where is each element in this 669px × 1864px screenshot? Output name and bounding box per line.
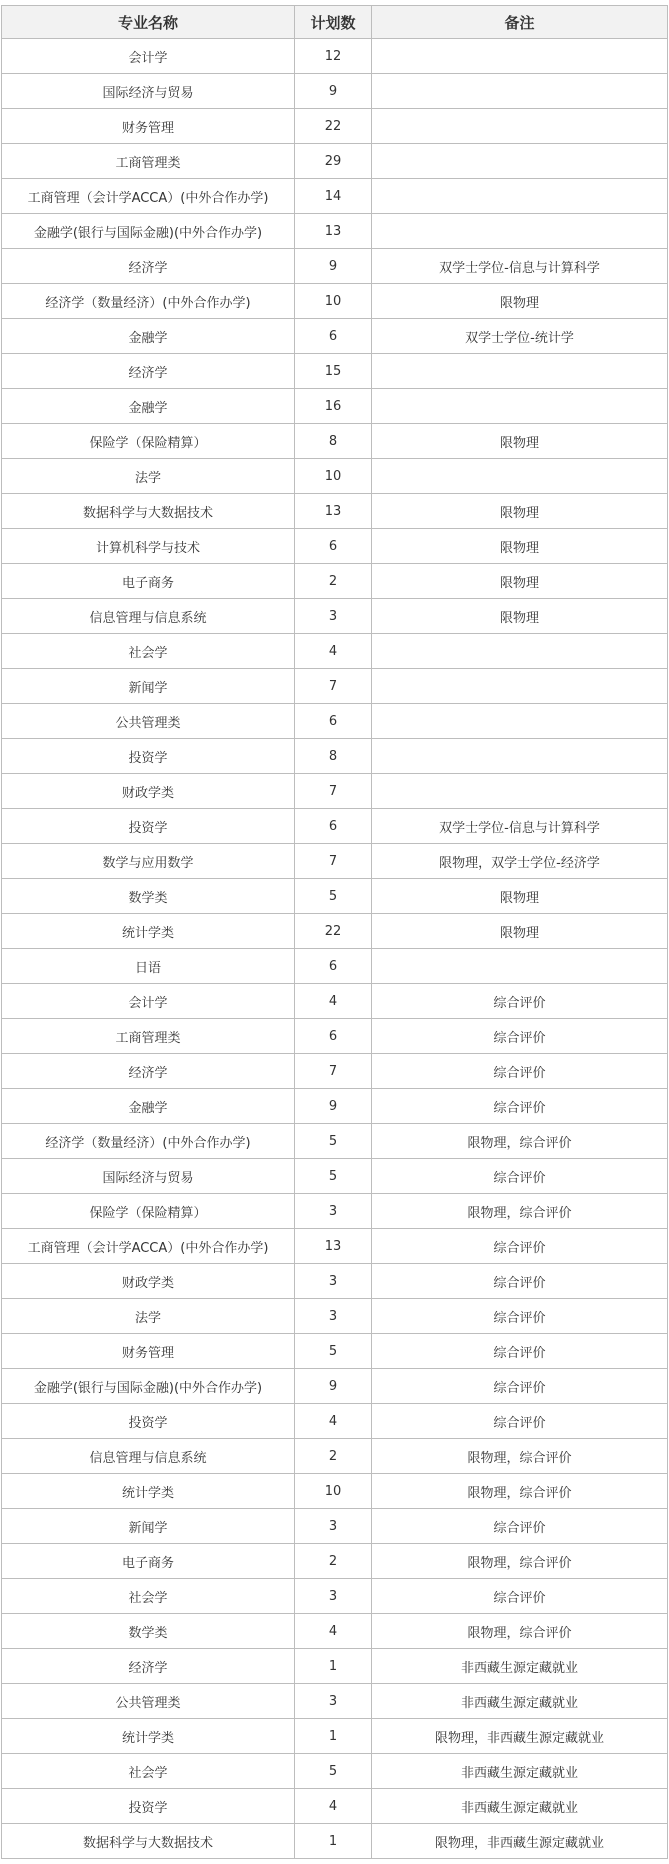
cell-remark: 限物理 <box>372 424 668 459</box>
table-row <box>2 669 668 704</box>
cell-remark: 限物理 <box>372 494 668 529</box>
cell-plan-count: 12 <box>295 39 372 74</box>
cell-major-name: 工商管理（会计学ACCA）(中外合作办学) <box>2 1229 295 1264</box>
cell-major-name: 新闻学 <box>2 669 295 704</box>
cell-remark: 限物理 <box>372 914 668 949</box>
cell-major-name: 统计学类 <box>2 914 295 949</box>
cell-remark <box>372 669 668 704</box>
table-row <box>2 1474 668 1509</box>
cell-plan-count: 6 <box>295 1019 372 1054</box>
cell-major-name: 经济学 <box>2 249 295 284</box>
cell-remark: 综合评价 <box>372 1264 668 1299</box>
cell-plan-count: 6 <box>295 319 372 354</box>
cell-remark: 综合评价 <box>372 1054 668 1089</box>
cell-plan-count: 4 <box>295 1404 372 1439</box>
cell-plan-count: 3 <box>295 1264 372 1299</box>
cell-major-name: 投资学 <box>2 1789 295 1824</box>
cell-major-name: 计算机科学与技术 <box>2 529 295 564</box>
cell-major-name: 数学类 <box>2 1614 295 1649</box>
table-row <box>2 1404 668 1439</box>
header-remarks: 备注 <box>372 6 668 39</box>
cell-remark: 综合评价 <box>372 1369 668 1404</box>
table-row <box>2 809 668 844</box>
cell-major-name: 统计学类 <box>2 1719 295 1754</box>
enrollment-plan-table <box>1 5 668 1859</box>
cell-major-name: 金融学 <box>2 1089 295 1124</box>
cell-remark: 综合评价 <box>372 1159 668 1194</box>
table-row <box>2 1509 668 1544</box>
table-row <box>2 249 668 284</box>
cell-plan-count: 6 <box>295 529 372 564</box>
cell-remark: 限物理 <box>372 564 668 599</box>
table-row <box>2 739 668 774</box>
cell-plan-count: 4 <box>295 984 372 1019</box>
table-row <box>2 949 668 984</box>
table-row <box>2 144 668 179</box>
table-row <box>2 1649 668 1684</box>
cell-plan-count: 7 <box>295 1054 372 1089</box>
cell-major-name: 社会学 <box>2 634 295 669</box>
cell-plan-count: 13 <box>295 1229 372 1264</box>
cell-remark: 限物理，综合评价 <box>372 1439 668 1474</box>
cell-remark <box>372 109 668 144</box>
cell-remark: 限物理，双学士学位-经济学 <box>372 844 668 879</box>
table-row <box>2 424 668 459</box>
cell-remark <box>372 774 668 809</box>
cell-major-name: 国际经济与贸易 <box>2 1159 295 1194</box>
table-row <box>2 284 668 319</box>
cell-plan-count: 4 <box>295 1789 372 1824</box>
cell-plan-count: 7 <box>295 774 372 809</box>
table-row <box>2 1229 668 1264</box>
cell-major-name: 财政学类 <box>2 1264 295 1299</box>
table-row <box>2 1789 668 1824</box>
cell-major-name: 保险学（保险精算） <box>2 424 295 459</box>
cell-remark: 综合评价 <box>372 1089 668 1124</box>
cell-plan-count: 13 <box>295 214 372 249</box>
cell-major-name: 投资学 <box>2 739 295 774</box>
cell-plan-count: 9 <box>295 74 372 109</box>
table-row <box>2 1439 668 1474</box>
cell-plan-count: 16 <box>295 389 372 424</box>
header-row <box>2 6 668 39</box>
cell-plan-count: 5 <box>295 1159 372 1194</box>
cell-plan-count: 3 <box>295 1194 372 1229</box>
cell-remark: 综合评价 <box>372 1509 668 1544</box>
cell-major-name: 会计学 <box>2 984 295 1019</box>
cell-plan-count: 5 <box>295 1754 372 1789</box>
cell-plan-count: 5 <box>295 879 372 914</box>
table-row <box>2 634 668 669</box>
table-row <box>2 879 668 914</box>
table-row <box>2 1684 668 1719</box>
cell-remark <box>372 459 668 494</box>
table-row <box>2 529 668 564</box>
cell-remark <box>372 704 668 739</box>
cell-major-name: 信息管理与信息系统 <box>2 599 295 634</box>
cell-major-name: 金融学(银行与国际金融)(中外合作办学) <box>2 214 295 249</box>
table-row <box>2 179 668 214</box>
cell-plan-count: 4 <box>295 1614 372 1649</box>
cell-plan-count: 3 <box>295 1509 372 1544</box>
table-header <box>2 6 668 39</box>
cell-major-name: 投资学 <box>2 809 295 844</box>
cell-remark <box>372 214 668 249</box>
cell-plan-count: 7 <box>295 669 372 704</box>
cell-major-name: 社会学 <box>2 1579 295 1614</box>
cell-remark: 双学士学位-信息与计算科学 <box>372 249 668 284</box>
table-row <box>2 1019 668 1054</box>
table-row <box>2 214 668 249</box>
cell-plan-count: 9 <box>295 1089 372 1124</box>
cell-major-name: 财政学类 <box>2 774 295 809</box>
cell-plan-count: 6 <box>295 949 372 984</box>
cell-major-name: 法学 <box>2 459 295 494</box>
cell-major-name: 工商管理（会计学ACCA）(中外合作办学) <box>2 179 295 214</box>
cell-plan-count: 29 <box>295 144 372 179</box>
cell-plan-count: 2 <box>295 1544 372 1579</box>
cell-plan-count: 2 <box>295 1439 372 1474</box>
cell-major-name: 社会学 <box>2 1754 295 1789</box>
table-row <box>2 1159 668 1194</box>
cell-remark: 综合评价 <box>372 984 668 1019</box>
cell-major-name: 电子商务 <box>2 1544 295 1579</box>
header-major-name: 专业名称 <box>2 6 295 39</box>
cell-major-name: 经济学 <box>2 1649 295 1684</box>
table-row <box>2 1369 668 1404</box>
cell-major-name: 会计学 <box>2 39 295 74</box>
cell-plan-count: 14 <box>295 179 372 214</box>
cell-plan-count: 8 <box>295 424 372 459</box>
cell-major-name: 金融学(银行与国际金融)(中外合作办学) <box>2 1369 295 1404</box>
cell-major-name: 电子商务 <box>2 564 295 599</box>
cell-remark: 综合评价 <box>372 1229 668 1264</box>
cell-plan-count: 1 <box>295 1719 372 1754</box>
cell-remark: 限物理 <box>372 879 668 914</box>
cell-remark: 综合评价 <box>372 1579 668 1614</box>
table-row <box>2 1124 668 1159</box>
table-row <box>2 844 668 879</box>
cell-plan-count: 3 <box>295 1684 372 1719</box>
cell-remark <box>372 634 668 669</box>
table-row <box>2 1579 668 1614</box>
table-row <box>2 459 668 494</box>
table-row <box>2 1334 668 1369</box>
cell-plan-count: 3 <box>295 599 372 634</box>
cell-remark <box>372 74 668 109</box>
cell-remark: 综合评价 <box>372 1299 668 1334</box>
table-body <box>2 39 668 1859</box>
cell-plan-count: 3 <box>295 1579 372 1614</box>
table-row <box>2 1194 668 1229</box>
cell-major-name: 金融学 <box>2 389 295 424</box>
header-plan-count: 计划数 <box>295 6 372 39</box>
cell-remark: 限物理，综合评价 <box>372 1544 668 1579</box>
cell-remark <box>372 739 668 774</box>
cell-plan-count: 1 <box>295 1649 372 1684</box>
cell-plan-count: 10 <box>295 1474 372 1509</box>
cell-remark: 限物理，综合评价 <box>372 1194 668 1229</box>
table-row <box>2 109 668 144</box>
cell-remark <box>372 354 668 389</box>
cell-remark: 双学士学位-信息与计算科学 <box>372 809 668 844</box>
cell-major-name: 工商管理类 <box>2 1019 295 1054</box>
table-row <box>2 74 668 109</box>
cell-major-name: 经济学（数量经济）(中外合作办学) <box>2 284 295 319</box>
cell-major-name: 数学与应用数学 <box>2 844 295 879</box>
cell-plan-count: 4 <box>295 634 372 669</box>
table-row <box>2 1754 668 1789</box>
table-row <box>2 599 668 634</box>
cell-remark: 限物理 <box>372 284 668 319</box>
cell-remark: 综合评价 <box>372 1019 668 1054</box>
cell-remark <box>372 389 668 424</box>
cell-major-name: 投资学 <box>2 1404 295 1439</box>
table-row <box>2 1299 668 1334</box>
cell-plan-count: 2 <box>295 564 372 599</box>
table-row <box>2 39 668 74</box>
cell-major-name: 日语 <box>2 949 295 984</box>
cell-major-name: 保险学（保险精算） <box>2 1194 295 1229</box>
cell-remark: 限物理，非西藏生源定藏就业 <box>372 1824 668 1859</box>
table-row <box>2 494 668 529</box>
cell-remark: 非西藏生源定藏就业 <box>372 1649 668 1684</box>
table-row <box>2 984 668 1019</box>
table-row <box>2 1719 668 1754</box>
cell-major-name: 国际经济与贸易 <box>2 74 295 109</box>
cell-remark: 综合评价 <box>372 1404 668 1439</box>
cell-remark: 限物理 <box>372 529 668 564</box>
cell-remark: 限物理，非西藏生源定藏就业 <box>372 1719 668 1754</box>
cell-remark: 非西藏生源定藏就业 <box>372 1754 668 1789</box>
table-row <box>2 1614 668 1649</box>
table-row <box>2 1264 668 1299</box>
cell-remark <box>372 144 668 179</box>
cell-major-name: 公共管理类 <box>2 704 295 739</box>
cell-plan-count: 9 <box>295 249 372 284</box>
table-row <box>2 319 668 354</box>
cell-plan-count: 1 <box>295 1824 372 1859</box>
cell-plan-count: 5 <box>295 1334 372 1369</box>
table-row <box>2 914 668 949</box>
cell-plan-count: 6 <box>295 704 372 739</box>
table-row <box>2 704 668 739</box>
cell-major-name: 数据科学与大数据技术 <box>2 494 295 529</box>
cell-major-name: 信息管理与信息系统 <box>2 1439 295 1474</box>
cell-major-name: 财务管理 <box>2 109 295 144</box>
cell-plan-count: 9 <box>295 1369 372 1404</box>
cell-remark: 双学士学位-统计学 <box>372 319 668 354</box>
table-row <box>2 354 668 389</box>
cell-major-name: 数据科学与大数据技术 <box>2 1824 295 1859</box>
cell-plan-count: 15 <box>295 354 372 389</box>
table-row <box>2 389 668 424</box>
table-row <box>2 774 668 809</box>
cell-major-name: 法学 <box>2 1299 295 1334</box>
cell-remark: 限物理，综合评价 <box>372 1474 668 1509</box>
cell-plan-count: 6 <box>295 809 372 844</box>
cell-plan-count: 10 <box>295 284 372 319</box>
cell-remark: 限物理，综合评价 <box>372 1614 668 1649</box>
cell-plan-count: 22 <box>295 109 372 144</box>
cell-remark: 限物理 <box>372 599 668 634</box>
table-row <box>2 564 668 599</box>
table-row <box>2 1054 668 1089</box>
cell-plan-count: 10 <box>295 459 372 494</box>
cell-major-name: 新闻学 <box>2 1509 295 1544</box>
cell-major-name: 金融学 <box>2 319 295 354</box>
cell-major-name: 工商管理类 <box>2 144 295 179</box>
table-row <box>2 1824 668 1859</box>
cell-major-name: 财务管理 <box>2 1334 295 1369</box>
cell-remark <box>372 39 668 74</box>
cell-remark: 综合评价 <box>372 1334 668 1369</box>
cell-plan-count: 3 <box>295 1299 372 1334</box>
cell-major-name: 数学类 <box>2 879 295 914</box>
cell-major-name: 公共管理类 <box>2 1684 295 1719</box>
cell-remark: 限物理，综合评价 <box>372 1124 668 1159</box>
cell-remark: 非西藏生源定藏就业 <box>372 1684 668 1719</box>
table-row <box>2 1544 668 1579</box>
cell-plan-count: 5 <box>295 1124 372 1159</box>
cell-plan-count: 22 <box>295 914 372 949</box>
cell-major-name: 经济学 <box>2 1054 295 1089</box>
cell-major-name: 统计学类 <box>2 1474 295 1509</box>
cell-plan-count: 13 <box>295 494 372 529</box>
cell-plan-count: 8 <box>295 739 372 774</box>
cell-remark <box>372 179 668 214</box>
cell-remark <box>372 949 668 984</box>
cell-major-name: 经济学（数量经济）(中外合作办学) <box>2 1124 295 1159</box>
table-row <box>2 1089 668 1124</box>
cell-plan-count: 7 <box>295 844 372 879</box>
cell-major-name: 经济学 <box>2 354 295 389</box>
cell-remark: 非西藏生源定藏就业 <box>372 1789 668 1824</box>
